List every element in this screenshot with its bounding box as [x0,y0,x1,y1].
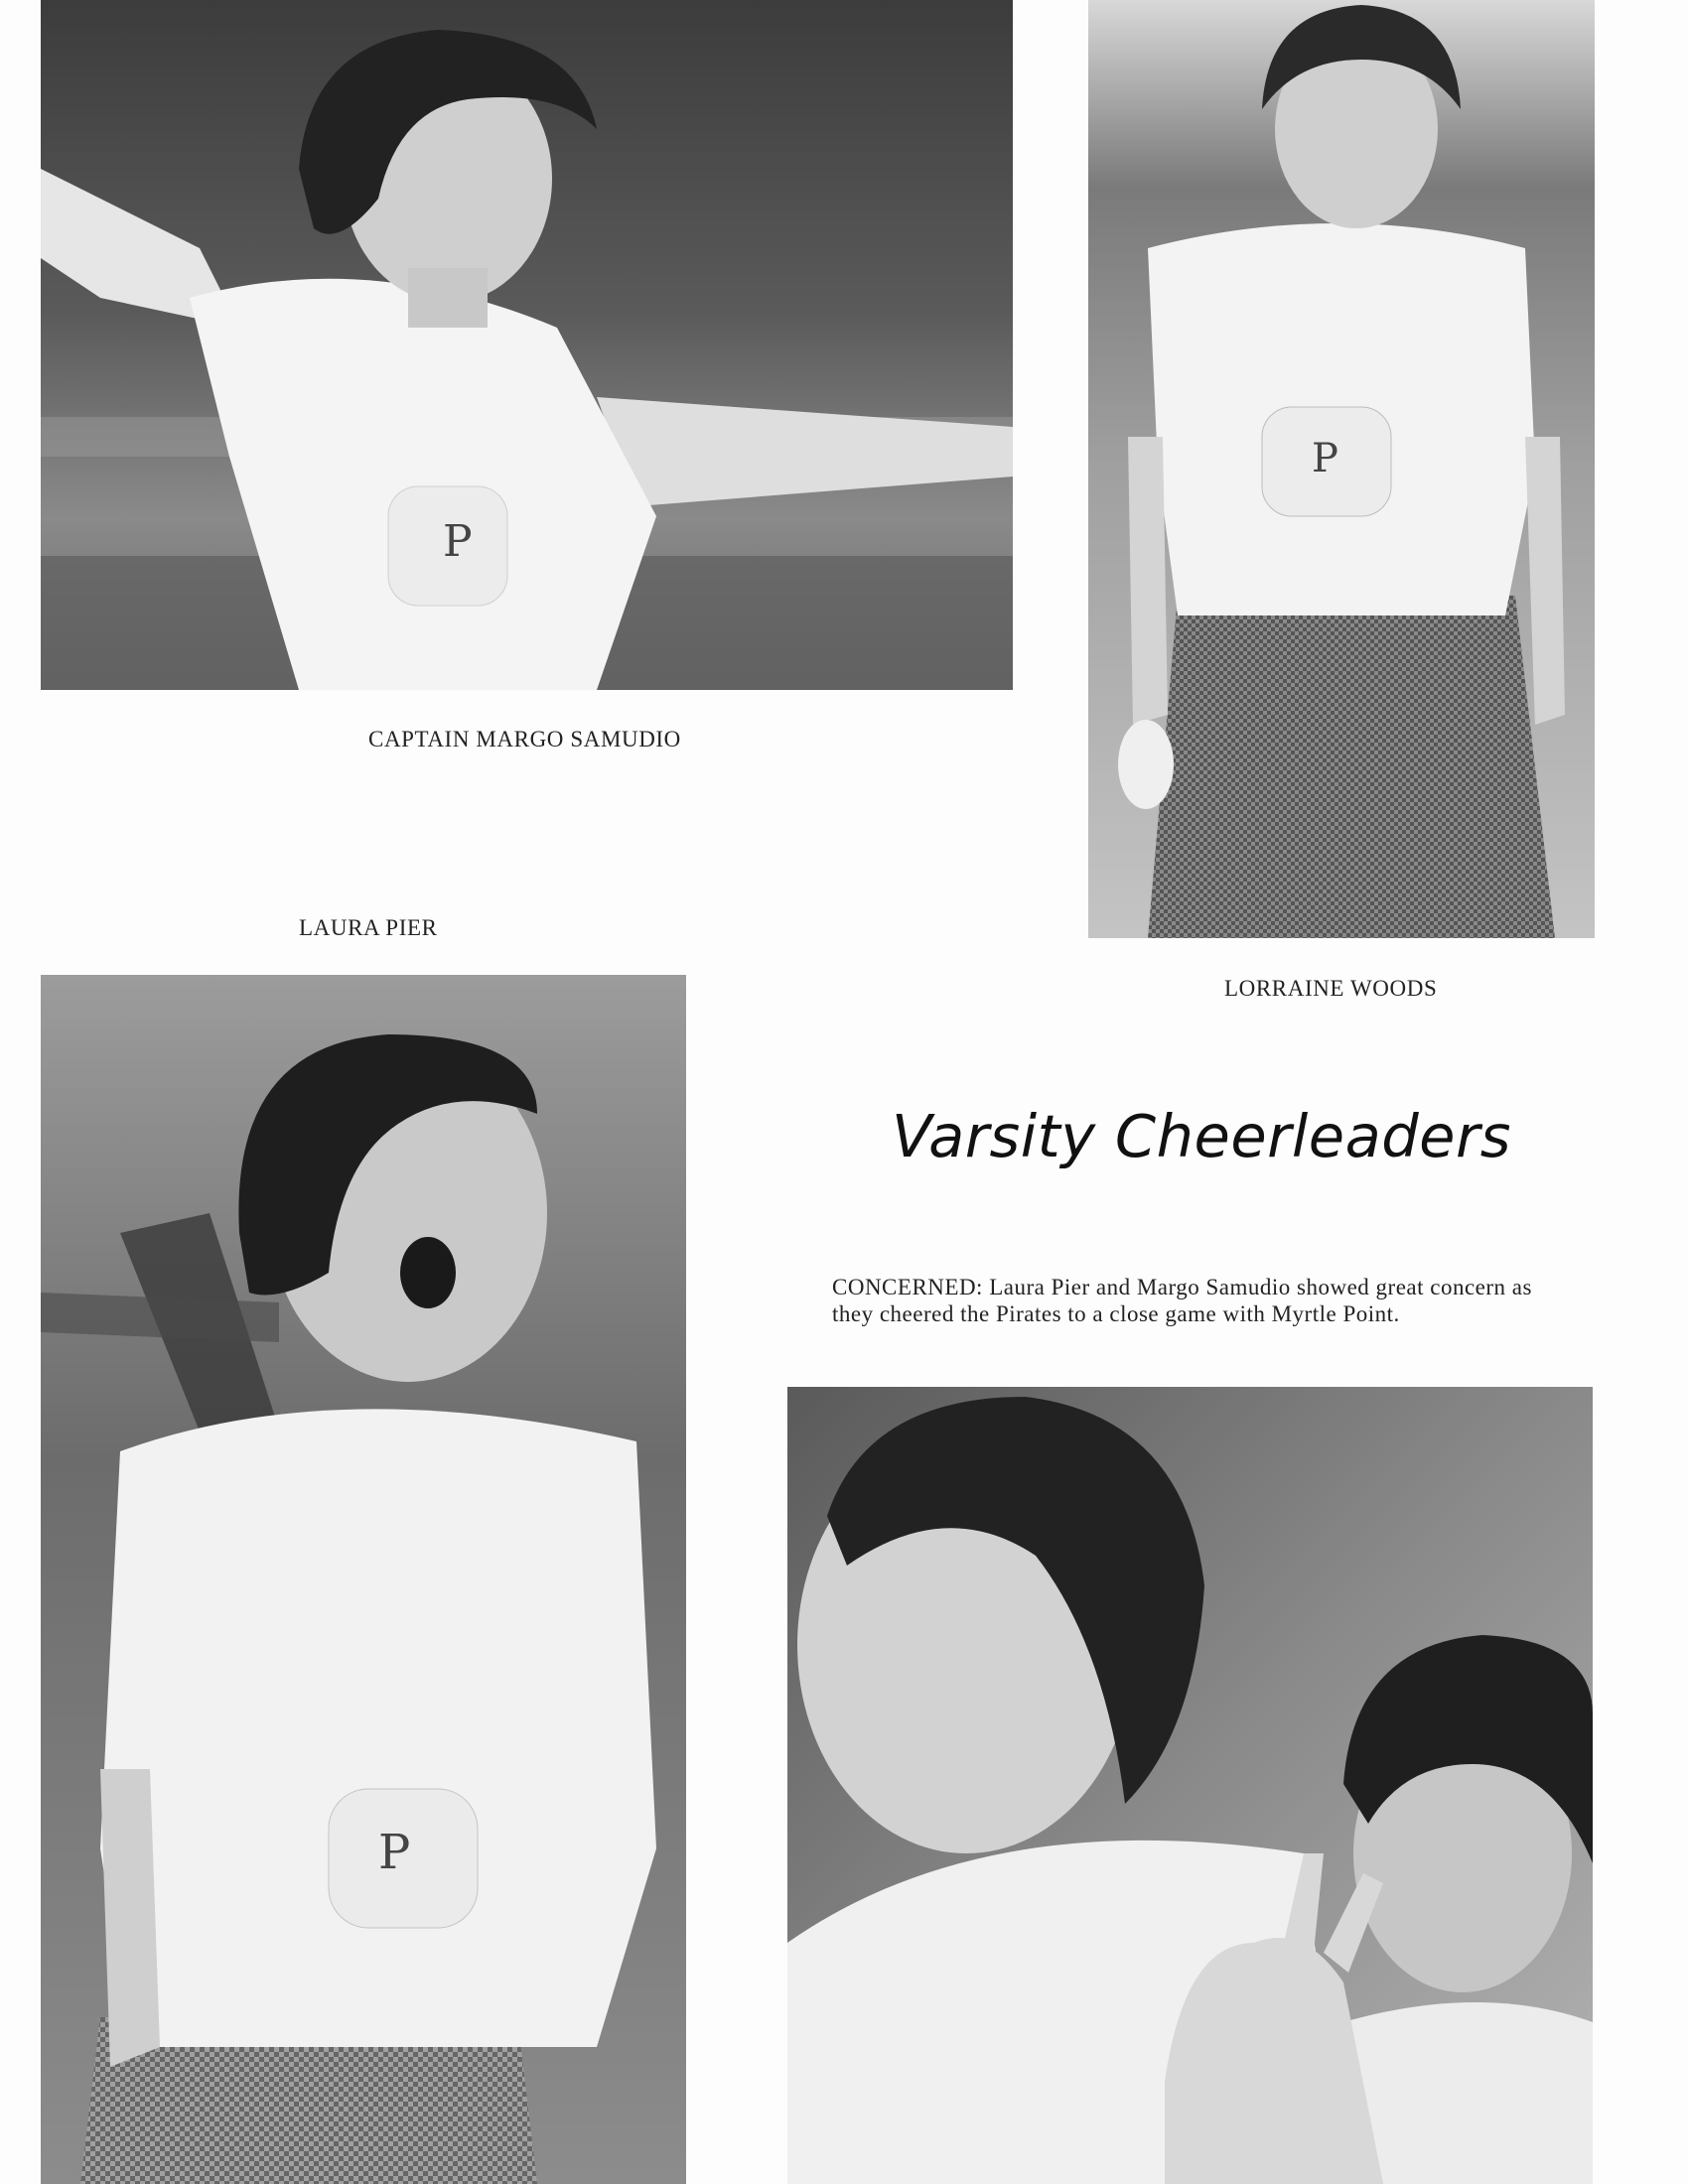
svg-text:P: P [378,1825,411,1880]
page-title: Varsity Cheerleaders [892,1102,1511,1170]
photo-laura-and-margo [787,1387,1593,2184]
caption-captain: CAPTAIN MARGO SAMUDIO [368,727,681,751]
article-caption: CONCERNED: Laura Pier and Margo Samudio showed great concern as they cheered the Pirates to a close game with Myrtle Point. [832,1275,1532,1326]
photo-laura-pier [41,975,686,2184]
svg-text:P: P [1312,436,1338,481]
photo-lorraine-woods [1088,0,1595,938]
caption-laura: LAURA PIER [299,915,438,940]
caption-lorraine: LORRAINE WOODS [1224,976,1438,1001]
svg-text:P: P [443,516,473,567]
photo-captain-margo-samudio [41,0,1013,690]
